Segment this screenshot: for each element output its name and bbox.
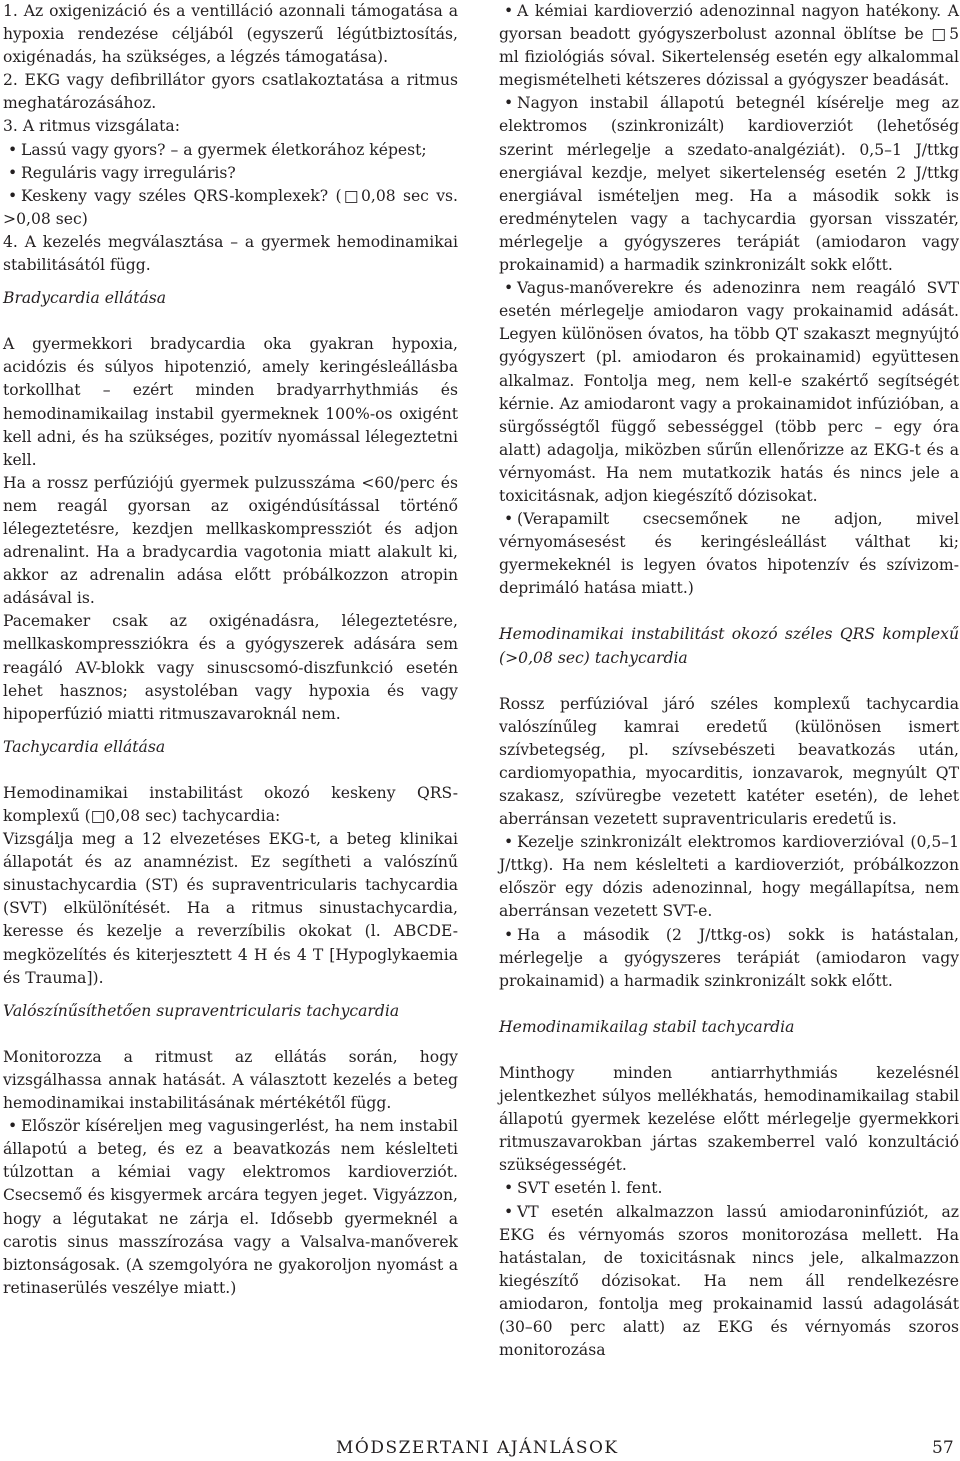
- brady-paragraph-1: A gyermekkori bradycardia oka gyakran hypoxia, acidózis és súlyos hipotenzió, amely keringésleállásba torkollhat – ezért minden bradyarrhythmiás és hemodinamikailag instabil gyermeknek 100%-os oxigént kell adni, és ha szükséges, pozitív nyomással lélegeztetni kell.: [3, 335, 458, 469]
- section-heading-tachycardia: Tachycardia ellátása: [3, 737, 166, 756]
- bullet-rate: • Lassú vagy gyors? – a gyermek életkorához képest;: [3, 139, 458, 162]
- step-3: 3. A ritmus vizsgálata:: [3, 117, 180, 136]
- bullet-synchronized-cardioversion: • Kezelje szinkronizált elektromos kardioverzióval (0,5–1 J/ttkg). Ha nem késlelteti a kardioverziót, próbálkozzon először egy dózis adenozinnal, hogy megállapítsa, nem aberránsan vezetett SVT-e.: [499, 831, 959, 923]
- bullet-verapamil: • (Verapamilt csecsemőnek ne adjon, mivel vérnyomásesést és keringésleállást válthat ki; gyermekeknél is legyen óvatos hipotenzív és szívizom-deprimáló hatása miatt.): [499, 508, 959, 600]
- footer-label: MÓDSZERTANI AJÁNLÁSOK: [336, 1438, 619, 1458]
- section-heading-stable-tachy: Hemodinamikailag stabil tachycardia: [499, 1017, 795, 1036]
- step-2: 2. EKG vagy defibrillátor gyors csatlakoztatása a ritmus meghatározásához.: [3, 71, 458, 113]
- tachy-subheading: Hemodinamikai instabilitást okozó keskeny QRS-komplexű (□0,08 sec) tachycardia:: [3, 783, 458, 825]
- step-4: 4. A kezelés megválasztása – a gyermek hemodinamikai stabilitásától függ.: [3, 232, 458, 275]
- bullet-amiodarone: • Vagus-manőverekre és adenozinra nem reagáló SVT esetén mérlegelje amiodaron vagy prokainamid adását. Legyen különösen óvatos, ha több QT szakaszt megnyújtó gyógyszert (pl. amiodaron és prokainamid) együttesen alkalmaz. Fontolja meg, nem kell-e szakértő segítségét kérnie. Az amiodaront vagy a prokainamidot infúzióban, a sürgősségtől függő sebességgel (több perc – egy óra alatt) adagolja, miközben sűrűn ellenőrizze az EKG-t és a vérnyomást. Ha nem mutatkozik hatás és nincs jele a toxicitásnak, adjon kiegészítő dózisokat.: [499, 277, 959, 508]
- bullet-qrs-width: • Keskeny vagy széles QRS-komplexek? (□0,08 sec vs. >0,08 sec): [3, 185, 458, 231]
- bullet-second-shock: • Ha a második (2 J/ttkg-os) sokk is hatástalan, mérlegelje a gyógyszeres terápiát (amiodaron vagy prokainamid) a harmadik szinkronizált sokk előtt.: [499, 924, 959, 993]
- section-heading-bradycardia: Bradycardia ellátása: [3, 289, 167, 308]
- left-column: [3, 0, 458, 1300]
- brady-paragraph-3: Pacemaker csak az oxigénadásra, lélegeztetésre, mellkaskompressziókra és a gyógyszerek adására sem reagáló AV-blokk vagy sinuscsomó-diszfunkció esetén lehet hasznos; asystoléban vagy hypoxia és vagy hipoperfúzió miatti ritmuszavaroknál nem.: [3, 612, 458, 723]
- tachy-paragraph-1: Vizsgálja meg a 12 elvezetéses EKG-t, a beteg klinikai állapotát és az anamnézist. Ez segítheti a valószínű sinustachycardia (ST) és supraventricularis tachycardia (SVT) elkülönítését. Ha a ritmus sinustachycardia, keresse és kezelje a reverzíbilis okokat (l. ABCDE-megközelítés és kiterjesztett 4 H és 4 T [Hypoglykaemia és Trauma]).: [3, 830, 458, 987]
- brady-paragraph-2: Ha a rossz perfúziójú gyermek pulzusszáma <60/perc és nem reagál gyorsan az oxigéndúsítással történő lélegeztetésre, kezdjen mellkaskompressziót és adjon adrenalint. Ha a bradycardia vagotonia miatt alakult ki, akkor az adrenalin adása előtt próbálkozzon atropin adásával is.: [3, 473, 458, 608]
- bullet-svt-see-above: • SVT esetén l. fent.: [499, 1177, 959, 1200]
- stable-paragraph-1: Minthogy minden antiarrhythmiás kezelésnél jelentkezhet súlyos mellékhatás, hemodinamikailag stabil állapotú gyermek kezelése előtt mérlegelje gyermekkori ritmuszavarokban jártas szakemberrel való konzultáció szükségességét.: [499, 1063, 959, 1175]
- right-column: [499, 0, 959, 1362]
- bullet-regularity: • Reguláris vagy irreguláris?: [3, 162, 458, 185]
- bullet-vt-amiodarone: • VT esetén alkalmazzon lassú amiodaroninfúziót, az EKG és vérnyomás szoros monitorozása mellett. Ha hatástalan, de toxicitásnak nincs jele, alkalmazzon kiegészítő dózisokat. Ha nem áll rendelkezésre amiodaron, fontolja meg prokainamid lassú adagolását (30–60 perc alatt) az EKG és vérnyomás szoros monitorozása: [499, 1201, 959, 1363]
- section-heading-wide-qrs: Hemodinamikai instabilitást okozó széles QRS komplexű (>0,08 sec) tachycardia: [499, 625, 959, 667]
- bullet-adenosine: • A kémiai kardioverzió adenozinnal nagyon hatékony. A gyorsan beadott gyógyszerbolust azonnal öblítse be □5 ml fiziológiás sóval. Sikertelenség esetén egy alkalommal megismételheti kétszeres dózissal a gyógyszer beadását.: [499, 0, 959, 92]
- bullet-electrical-cardioversion: • Nagyon instabil állapotú betegnél kísérelje meg az elektromos (szinkronizált) kardioverziót (lehetőség szerint mérlegelje a szedato-analgéziát). 0,5–1 J/ttkg energiával kezdje, melyet sikertelenség esetén 2 J/ttkg energiával ismételjen meg. Ha a második sokk is eredménytelen vagy a tachycardia gyorsan visszatér, mérlegelje a gyógyszeres terápiát (amiodaron vagy prokainamid) a harmadik szinkronizált sokk előtt.: [499, 92, 959, 277]
- page-number: 57: [932, 1438, 954, 1458]
- section-heading-svt: Valószínűsíthetően supraventricularis tachycardia: [3, 1001, 400, 1020]
- svt-paragraph-1: Monitorozza a ritmust az ellátás során, hogy vizsgálhassa annak hatását. A választott kezelés a beteg hemodinamikai instabilitásának mértékétől függ.: [3, 1047, 458, 1113]
- wide-paragraph-1: Rossz perfúzióval járó széles komplexű tachycardia valószínűleg kamrai eredetű (különösen ismert szívbetegség, pl. szívsebészeti beavatkozás után, cardiomyopathia, myocarditis, ionzavarok, megnyúlt QT szakasz, szívüregbe vezetett katéter esetén), de lehet aberránsan vezetett supraventricularis eredetű is.: [499, 694, 959, 829]
- step-1: 1. Az oxigenizáció és a ventilláció azonnali támogatása a hypoxia rendezése céljából (egyszerű légútbiztosítás, oxigénadás, ha szükséges, a légzés támogatása).: [3, 2, 458, 67]
- bullet-vagal-manoeuvre: • Először kíséreljen meg vagusingerlést, ha nem instabil állapotú a beteg, és ez a beavatkozás nem késlelteti túlzottan a kémiai vagy elektromos kardioverziót. Csecsemő és kisgyermek arcára tegyen jeget. Vigyázzon, hogy a légutakat ne zárja el. Idősebb gyermeknél a carotis sinus masszírozása vagy a Valsalva-manőverek biztonságosak. (A szemgolyóra ne gyakoroljon nyomást a retinaserülés veszélye miatt.): [3, 1115, 458, 1300]
